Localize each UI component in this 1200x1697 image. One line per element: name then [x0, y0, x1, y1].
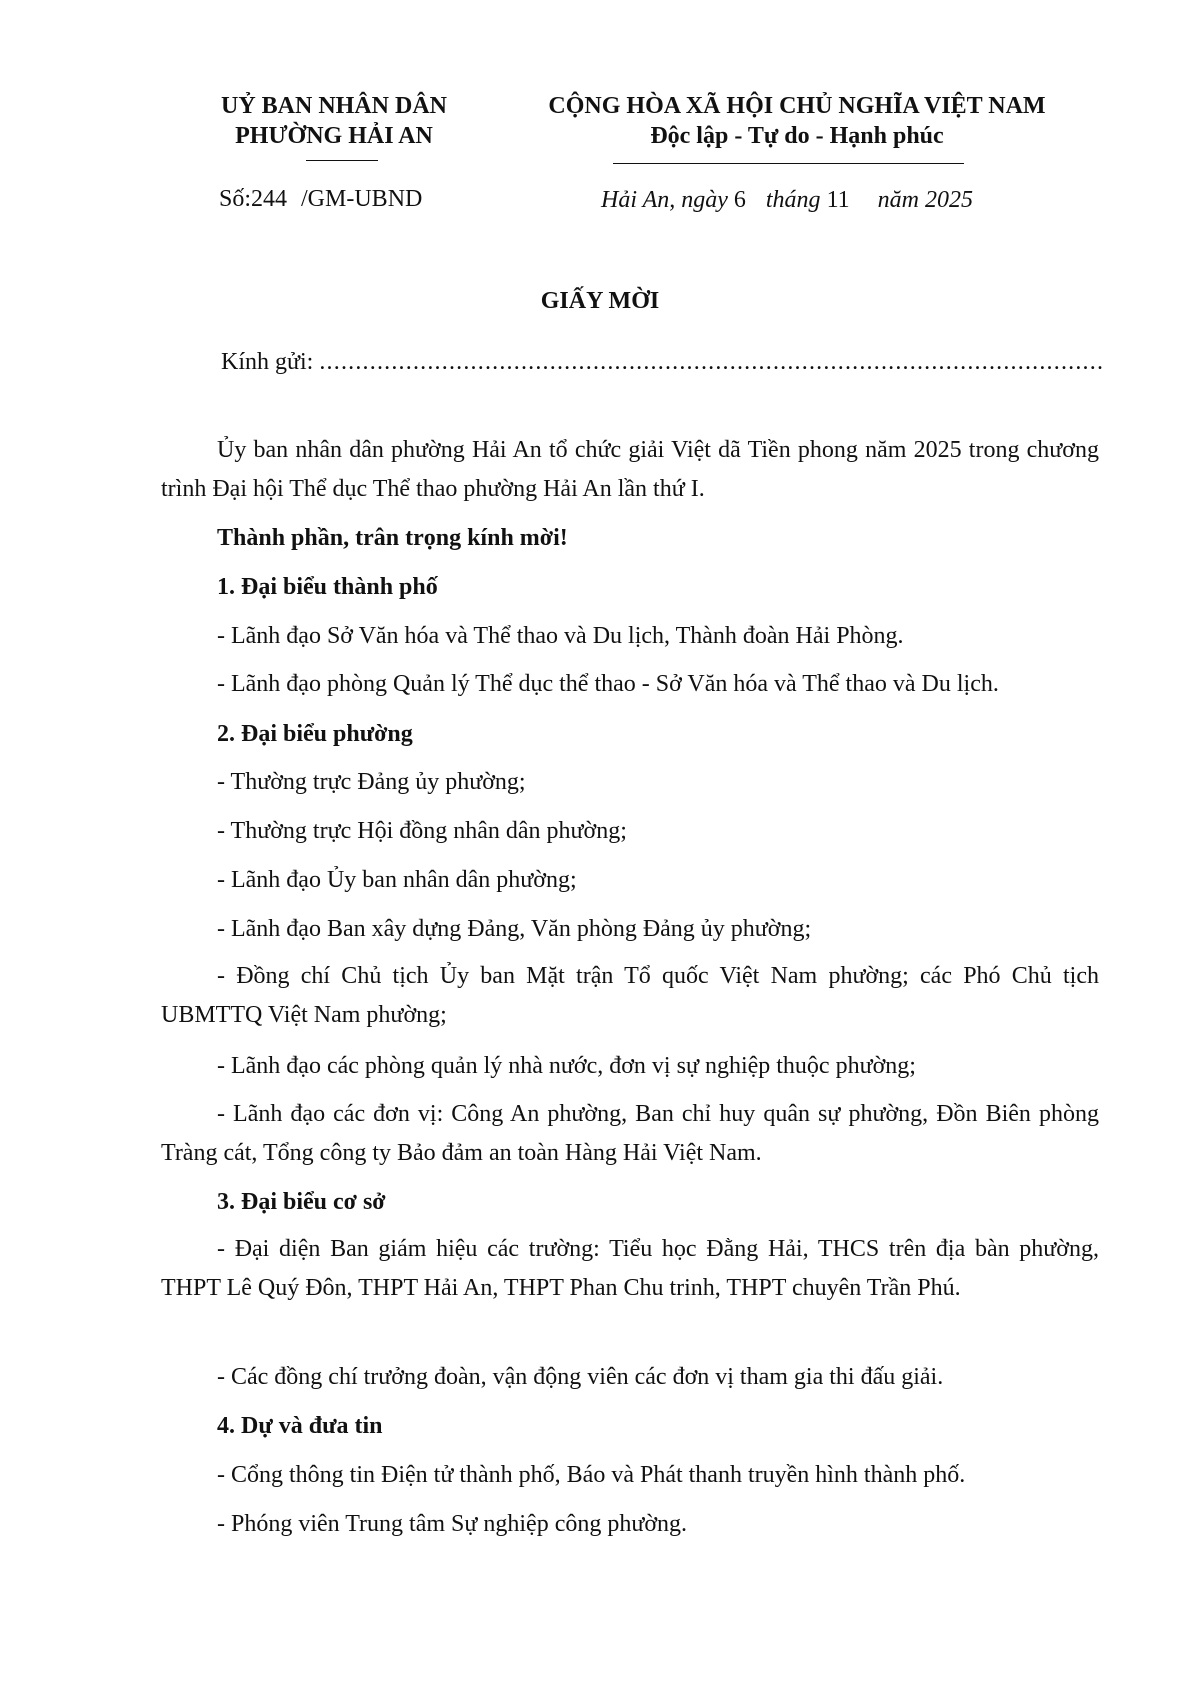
section-2-item: - Thường trực Đảng ủy phường; [217, 769, 526, 795]
section-3-item: - Các đồng chí trưởng đoàn, vận động viên các đơn vị tham gia thi đấu giải. [217, 1364, 944, 1390]
intro-paragraph: Ủy ban nhân dân phường Hải An tổ chức giải Việt dã Tiền phong năm 2025 trong chương trình Đại hội Thể dục Thể thao phường Hải An lần thứ I. [161, 437, 1099, 502]
section-4-item: - Phóng viên Trung tâm Sự nghiệp công phường. [217, 1511, 688, 1537]
date-line [601, 187, 973, 214]
national-motto [522, 91, 1072, 151]
document-title: GIẤY MỜI [540, 288, 660, 314]
document-number [219, 186, 422, 213]
section-1-item: - Lãnh đạo phòng Quản lý Thể dục thể thao - Sở Văn hóa và Thể thao và Du lịch. [217, 671, 999, 697]
agency-line-2: PHƯỜNG HẢI AN [235, 123, 433, 149]
section-4-item: - Cổng thông tin Điện tử thành phố, Báo và Phát thanh truyền hình thành phố. [217, 1462, 966, 1488]
date-year: năm 2025 [877, 187, 974, 213]
date-month: 11 [826, 187, 850, 213]
recipient-line [221, 349, 1104, 376]
section-2-item: - Thường trực Hội đồng nhân dân phường; [217, 818, 627, 844]
section-1-heading: 1. Đại biểu thành phố [217, 574, 438, 600]
agency-underline [306, 160, 378, 161]
section-1-item: - Lãnh đạo Sở Văn hóa và Thể thao và Du lịch, Thành đoàn Hải Phòng. [217, 623, 904, 649]
agency-line-1: UỶ BAN NHÂN DÂN [221, 93, 447, 119]
section-3-item: - Đại diện Ban giám hiệu các trường: Tiểu học Đằng Hải, THCS trên địa bàn phường, THPT Lê Quý Đôn, THPT Hải An, THPT Phan Chu trinh, THPT chuyên Trần Phú. [161, 1236, 1099, 1301]
recipient-blank: ............................................................................................................. [319, 349, 1105, 375]
section-2-item: - Đồng chí Chủ tịch Ủy ban Mặt trận Tổ quốc Việt Nam phường; các Phó Chủ tịch UBMTTQ Việt Nam phường; [161, 963, 1099, 1028]
document-number-suffix: /GM-UBND [301, 186, 423, 212]
section-4-heading: 4. Dự và đưa tin [217, 1413, 383, 1439]
section-2-item: - Lãnh đạo Ban xây dựng Đảng, Văn phòng Đảng ủy phường; [217, 916, 812, 942]
invite-line: Thành phần, trân trọng kính mời! [217, 525, 568, 551]
motto-underline [613, 163, 964, 164]
recipient-label: Kính gửi: [221, 349, 314, 375]
section-2-heading: 2. Đại biểu phường [217, 721, 413, 747]
date-place: Hải An, ngày [601, 187, 728, 213]
section-2-item: - Lãnh đạo Ủy ban nhân dân phường; [217, 867, 577, 893]
issuing-agency [190, 91, 478, 151]
section-2-item: - Lãnh đạo các đơn vị: Công An phường, Ban chỉ huy quân sự phường, Đồn Biên phòng Tràng cát, Tổng công ty Bảo đảm an toàn Hàng Hải Việt Nam. [161, 1101, 1099, 1166]
motto: Độc lập - Tự do - Hạnh phúc [650, 123, 944, 149]
nation-name: CỘNG HÒA XÃ HỘI CHỦ NGHĨA VIỆT NAM [548, 93, 1046, 119]
section-2-item: - Lãnh đạo các phòng quản lý nhà nước, đơn vị sự nghiệp thuộc phường; [217, 1053, 916, 1079]
date-month-label: tháng [765, 187, 821, 213]
date-day: 6 [733, 187, 746, 213]
document-number-prefix: Số:244 [219, 186, 288, 212]
section-3-heading: 3. Đại biểu cơ sở [217, 1189, 386, 1215]
